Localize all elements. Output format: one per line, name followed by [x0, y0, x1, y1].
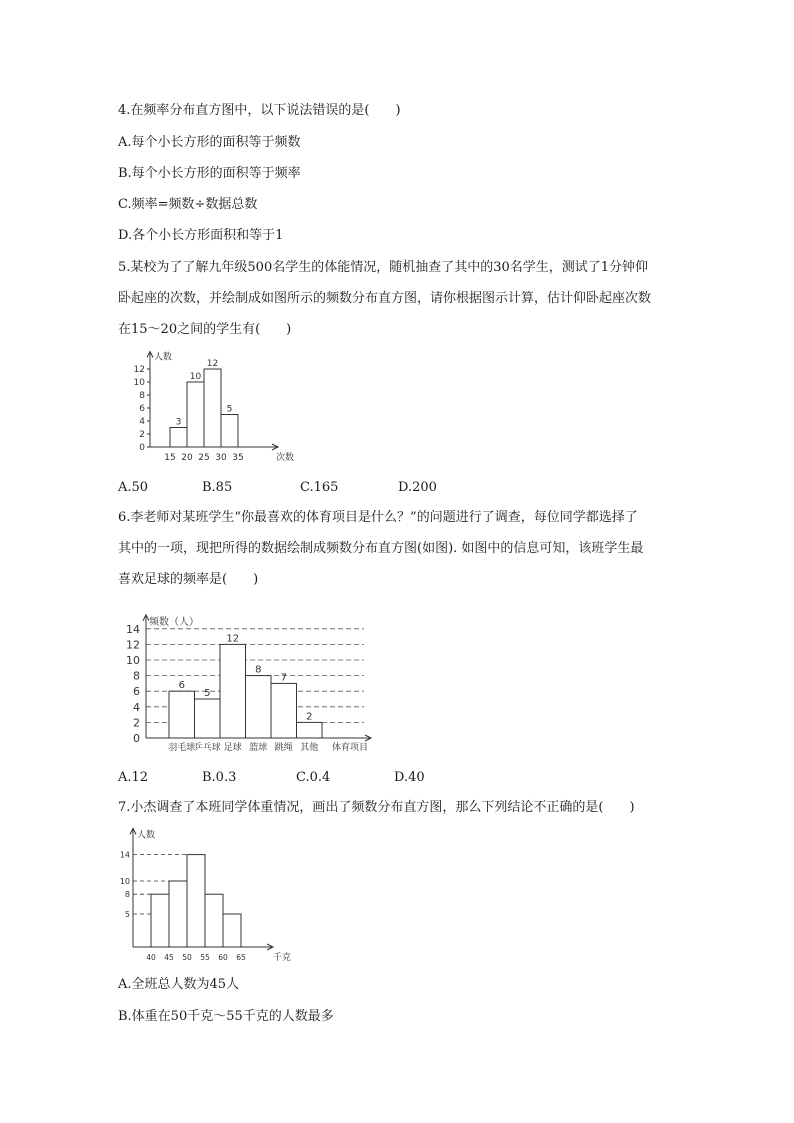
- q5-stem-line-1: 5.某校为了了解九年级500名学生的体能情况，随机抽查了其中的30名学生，测试了1分钟仰: [118, 260, 649, 275]
- histogram-bar: [187, 855, 205, 947]
- q7-stem: 7.小杰调查了本班同学体重情况，画出了频数分布直方图，那么下列结论不正确的是( ): [118, 800, 635, 815]
- q7-option-b: B.体重在50千克～55千克的人数最多: [118, 1009, 334, 1024]
- q6-option-d: D.40: [394, 770, 425, 785]
- y-tick-label: 8: [133, 669, 140, 683]
- q6-option-a: A.12: [118, 770, 149, 785]
- histogram-bar: [271, 683, 297, 738]
- y-tick-label: 14: [126, 622, 140, 636]
- category-label: 羽毛球: [168, 743, 196, 753]
- histogram-bar: [169, 881, 187, 947]
- histogram-bar: [195, 699, 221, 738]
- bar-data-label: 6: [178, 680, 185, 692]
- category-label: 乒乓球: [193, 743, 221, 753]
- x-tick-label: 50: [182, 953, 192, 962]
- y-tick-label: 12: [133, 365, 145, 375]
- x-tick-label: 45: [164, 953, 174, 962]
- y-tick-label: 6: [139, 404, 145, 414]
- bar-data-label: 7: [280, 672, 287, 684]
- x-tick-label: 35: [232, 453, 244, 463]
- q6-stem-line-1: 6.李老师对某班学生“你最喜欢的体育项目是什么？”的问题进行了调查，每位同学都选择了: [118, 510, 638, 525]
- q5-option-a: A.50: [118, 480, 149, 495]
- x-axis-label: 体育项目: [332, 743, 369, 753]
- category-label: 足球: [223, 743, 242, 753]
- category-label: 其他: [300, 743, 319, 753]
- y-axis-label: 人数: [137, 830, 156, 841]
- category-label: 跳绳: [274, 743, 293, 753]
- q5-option-b: B.85: [202, 480, 233, 495]
- y-tick-label: 4: [133, 700, 140, 714]
- x-tick-label: 25: [198, 453, 210, 463]
- histogram-bar: [151, 894, 169, 947]
- y-tick-label: 5: [124, 910, 130, 919]
- x-tick-label: 40: [146, 953, 156, 962]
- y-tick-label: 0: [133, 732, 140, 745]
- bar-data-label: 8: [255, 664, 262, 676]
- y-tick-label: 8: [124, 890, 130, 900]
- y-axis-label: 人数: [154, 352, 173, 363]
- x-tick-label: 55: [200, 953, 210, 962]
- histogram-bar: [221, 415, 238, 448]
- q5-histogram: [120, 350, 295, 465]
- histogram-bar: [187, 382, 204, 447]
- x-tick-label: 60: [218, 953, 228, 962]
- histogram-bar: [170, 428, 187, 448]
- x-axis-label: 次数: [276, 453, 295, 463]
- q7-option-a: A.全班总人数为45人: [118, 977, 240, 992]
- y-axis-label: 频数（人）: [149, 616, 199, 628]
- q5-stem-line-3: 在15～20之间的学生有( ): [118, 322, 292, 337]
- histogram-bar: [297, 722, 323, 738]
- x-axis-label: 千克: [273, 953, 292, 963]
- bar-data-label: 5: [226, 404, 233, 415]
- q6-option-b: B.0.3: [202, 770, 237, 785]
- q5-option-c: C.165: [300, 480, 339, 495]
- histogram-bar: [220, 644, 246, 738]
- y-tick-label: 10: [119, 877, 130, 886]
- y-tick-label: 8: [139, 391, 145, 401]
- q4-option-a: A.每个小长方形的面积等于频数: [118, 135, 301, 150]
- bar-data-label: 3: [175, 417, 182, 428]
- q5-option-d: D.200: [398, 480, 437, 495]
- y-tick-label: 2: [139, 430, 145, 440]
- bar-data-label: 5: [204, 688, 211, 699]
- y-tick-label: 2: [133, 716, 140, 730]
- bar-data-label: 12: [206, 359, 219, 369]
- histogram-bar: [246, 676, 272, 738]
- histogram-bar: [169, 691, 195, 738]
- bar-data-label: 10: [189, 372, 202, 382]
- x-tick-label: 30: [215, 453, 227, 463]
- q6-stem-line-3: 喜欢足球的频率是( ): [118, 572, 259, 587]
- q6-stem-line-2: 其中的一项，现把所得的数据绘制成频数分布直方图(如图). 如图中的信息可知，该班学生最: [118, 541, 644, 556]
- histogram-bar: [223, 914, 241, 947]
- q6-histogram: [118, 603, 380, 753]
- bar-data-label: 12: [226, 633, 240, 645]
- category-label: 篮球: [249, 743, 268, 753]
- q4-option-c: C.频率=频数÷数据总数: [118, 197, 258, 212]
- x-tick-label: 20: [181, 453, 193, 463]
- q7-histogram: [118, 825, 293, 965]
- y-tick-label: 14: [119, 850, 130, 860]
- x-tick-label: 65: [236, 953, 246, 962]
- bar-data-label: 2: [306, 711, 313, 723]
- y-tick-label: 12: [126, 638, 140, 652]
- q6-option-c: C.0.4: [296, 770, 331, 785]
- histogram-bar: [204, 369, 221, 447]
- y-tick-label: 0: [139, 443, 145, 453]
- y-tick-label: 10: [133, 378, 145, 388]
- q5-stem-line-2: 卧起座的次数，并绘制成如图所示的频数分布直方图，请你根据图示计算，估计仰卧起座次数: [118, 291, 652, 306]
- x-tick-label: 15: [164, 453, 176, 463]
- y-tick-label: 4: [139, 417, 145, 427]
- q4-stem: 4.在频率分布直方图中，以下说法错误的是( ): [118, 103, 401, 118]
- y-tick-label: 10: [126, 654, 140, 667]
- histogram-bar: [205, 894, 223, 947]
- q4-option-d: D.各个小长方形面积和等于1: [118, 228, 284, 243]
- q4-option-b: B.每个小长方形的面积等于频率: [118, 166, 301, 181]
- y-tick-label: 6: [133, 685, 140, 699]
